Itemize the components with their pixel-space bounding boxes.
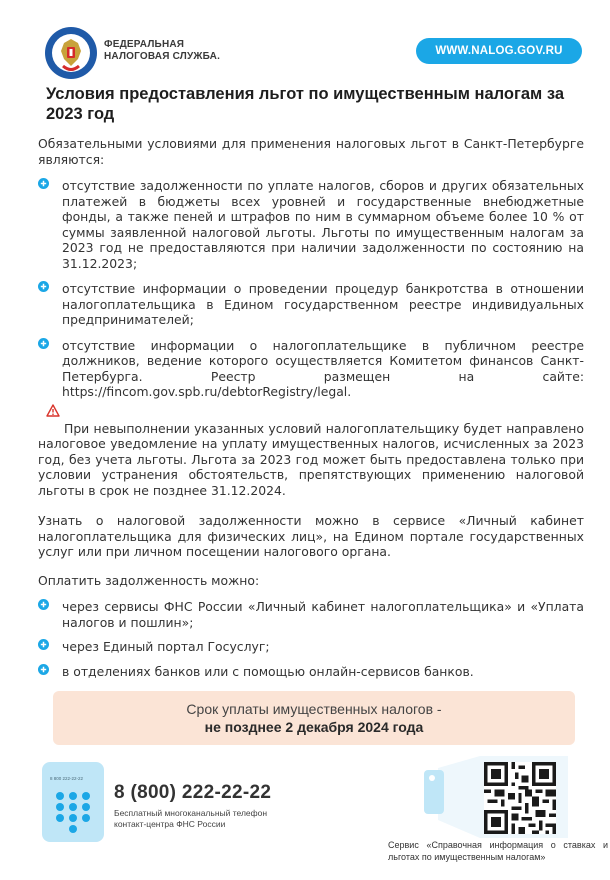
plus-circle-icon: [38, 664, 49, 675]
pay-method-text: в отделениях банков или с помощью онлайн-сервисов банков.: [62, 663, 474, 679]
warning-block: [38, 410, 584, 499]
condition-text: отсутствие информации о проведении процедур банкротства в отношении налогоплательщика в Едином государственном реестре индивидуальных предпринимателей;: [62, 281, 584, 327]
list-item: [38, 664, 584, 680]
phone-caption-line1: Бесплатный многоканальный телефон: [114, 808, 268, 818]
pay-label: Оплатить задолженность можно:: [38, 572, 260, 588]
phone-screen-number: 8 800 222-22-22: [50, 776, 84, 781]
org-name-line2: НАЛОГОВАЯ СЛУЖБА.: [104, 51, 221, 62]
phone-illustration: [42, 762, 104, 842]
phone-caption-line2: контакт-центра ФНС России: [114, 819, 226, 829]
page-title: Условия предоставления льгот по имущественным налогам за 2023 год: [46, 85, 565, 123]
header: [0, 0, 610, 80]
plus-circle-icon: [38, 599, 49, 610]
warning-text: При невыполнении указанных условий налогоплательщику будет направлено налоговое уведомление на уплату имущественных налогов, исчисленных за 2023 год, без учета льготы. Льгота за 2023 год может быть предоставлена только при условии устранения обстоятельств, препятствующих применению налоговой льготы в срок не позднее 31.12.2024.: [38, 420, 584, 498]
qr-area: [420, 752, 570, 840]
main-content: [38, 136, 584, 688]
pay-method-text: через Единый портал Госуслуг;: [62, 639, 270, 654]
plus-circle-icon: [38, 639, 49, 650]
org-name: [104, 39, 220, 63]
plus-circle-icon: [38, 281, 49, 292]
phone-caption: [114, 808, 334, 830]
plus-circle-icon: [38, 338, 49, 349]
conditions-list: [38, 178, 584, 400]
list-item: [38, 281, 584, 328]
warning-icon: [46, 404, 60, 417]
deadline-banner: [53, 691, 575, 745]
qr-caption: Сервис «Справочная информация о ставках и льготах по имущественным налогам»: [388, 840, 608, 862]
list-item: [38, 338, 584, 400]
org-name-line1: ФЕДЕРАЛЬНАЯ: [104, 39, 185, 50]
deadline-line1: Срок уплаты имущественных налогов -: [186, 701, 442, 717]
pay-methods-list: [38, 599, 584, 679]
qr-code[interactable]: [484, 762, 556, 834]
pay-method-text: через сервисы ФНС России «Личный кабинет налогоплательщика» и «Уплата налогов и пошлин»;: [62, 599, 584, 630]
list-item: [38, 639, 584, 655]
hotline-phone[interactable]: 8 (800) 222-22-22: [114, 782, 272, 803]
condition-text: отсутствие задолженности по уплате налогов, сборов и других обязательных платежей в бюджеты всех уровней и государственные внебюджетные фонды, а также пеней и штрафов по ним в суммарном объеме более 10 % от суммы заявленной налоговой льготы. Льготы по имущественным налогам за 2023 год не предоставляются при наличии задолженности по состоянию на 31.12.2023;: [62, 178, 584, 271]
debt-info-text: Узнать о налоговой задолженности можно в сервисе «Личный кабинет налогоплательщика для физических лиц», на Едином портале государственных услуг или при личном посещении налогового органа.: [38, 513, 584, 559]
list-item: [38, 599, 584, 630]
website-link-button[interactable]: WWW.NALOG.GOV.RU: [416, 38, 582, 64]
fns-emblem-icon: [44, 26, 98, 80]
keypad-icon: [54, 790, 92, 834]
condition-text: отсутствие информации о налогоплательщике в публичном реестре должников, ведение которого осуществляется Комитетом финансов Санкт-Петербурга. Реестр размещен на сайте: https://fincom.gov.spb.ru/debtorRegistry/legal.: [62, 337, 584, 399]
intro-text: Обязательными условиями для применения налоговых льгот в Санкт-Петербурге являются:: [38, 136, 584, 167]
plus-circle-icon: [38, 178, 49, 189]
deadline-line2: не позднее 2 декабря 2024 года: [204, 719, 424, 735]
list-item: [38, 178, 584, 271]
